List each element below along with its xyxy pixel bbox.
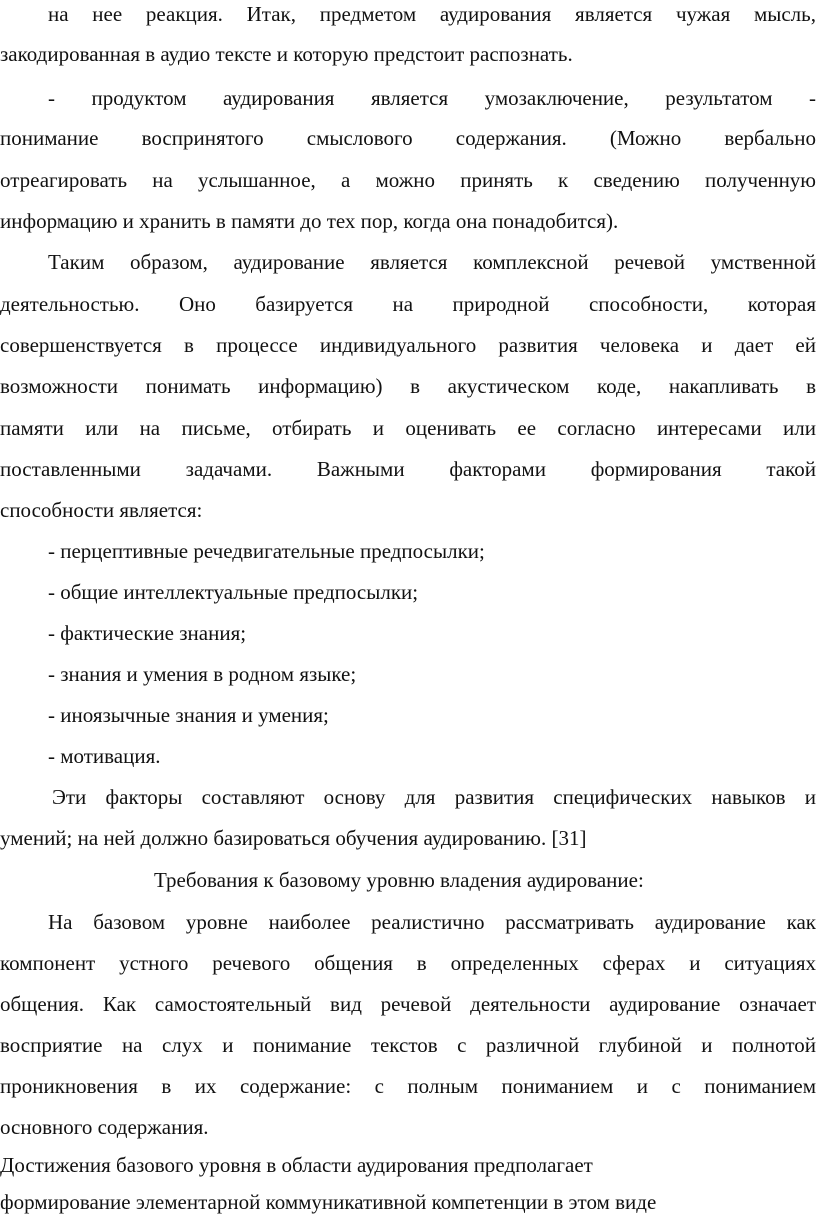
text-line: Достижения базового уровня в области аудирования предполагает bbox=[0, 1153, 593, 1177]
text-line: на нее реакция. Итак, предметом аудирования является чужая мысль, bbox=[48, 2, 816, 26]
text-line: памяти или на письме, отбирать и оценивать ее согласно интересами или bbox=[0, 416, 816, 440]
text-line: понимание воспринятого смыслового содержания. (Можно вербально bbox=[0, 126, 816, 150]
list-item: - мотивация. bbox=[48, 744, 161, 768]
list-item: - иноязычные знания и умения; bbox=[48, 703, 329, 727]
text-line: отреагировать на услышанное, а можно принять к сведению полученную bbox=[0, 168, 816, 192]
text-line: компонент устного речевого общения в определенных сферах и ситуациях bbox=[0, 951, 816, 975]
list-item: - знания и умения в родном языке; bbox=[48, 662, 357, 686]
text-line: основного содержания. bbox=[0, 1115, 209, 1139]
text-line: поставленными задачами. Важными факторами формирования такой bbox=[0, 457, 816, 481]
text-line: восприятие на слух и понимание текстов с различной глубиной и полнотой bbox=[0, 1033, 816, 1057]
list-item: - фактические знания; bbox=[48, 621, 247, 645]
paragraph-start-line: Эти факторы составляют основу для развития специфических навыков и bbox=[52, 785, 816, 809]
text-line: закодированная в аудио тексте и которую предстоит распознать. bbox=[0, 42, 573, 66]
list-item-line: - продуктом аудирования является умозаключение, результатом - bbox=[48, 86, 816, 110]
text-line: общения. Как самостоятельный вид речевой деятельности аудирование означает bbox=[0, 992, 816, 1016]
text-line: умений; на ней должно базироваться обучения аудированию. [31] bbox=[0, 826, 587, 850]
text-line: информацию и хранить в памяти до тех пор, когда она понадобится). bbox=[0, 209, 619, 233]
text-line: совершенствуется в процессе индивидуального развития человека и дает ей bbox=[0, 333, 816, 357]
list-item: - общие интеллектуальные предпосылки; bbox=[48, 580, 419, 604]
list-item: - перцептивные речедвигательные предпосылки; bbox=[48, 539, 485, 563]
paragraph-start-line: Таким образом, аудирование является комплексной речевой умственной bbox=[48, 250, 816, 274]
text-line: возможности понимать информацию) в акустическом коде, накапливать в bbox=[0, 374, 816, 398]
text-line: проникновения в их содержание: с полным пониманием и с пониманием bbox=[0, 1074, 816, 1098]
paragraph-start-line: На базовом уровне наиболее реалистично рассматривать аудирование как bbox=[48, 910, 816, 934]
text-line: формирование элементарной коммуникативной компетенции в этом виде bbox=[0, 1190, 657, 1214]
section-heading: Требования к базовому уровню владения аудирование: bbox=[154, 868, 644, 892]
text-line: деятельностью. Оно базируется на природной способности, которая bbox=[0, 292, 816, 316]
text-line: способности является: bbox=[0, 498, 203, 522]
